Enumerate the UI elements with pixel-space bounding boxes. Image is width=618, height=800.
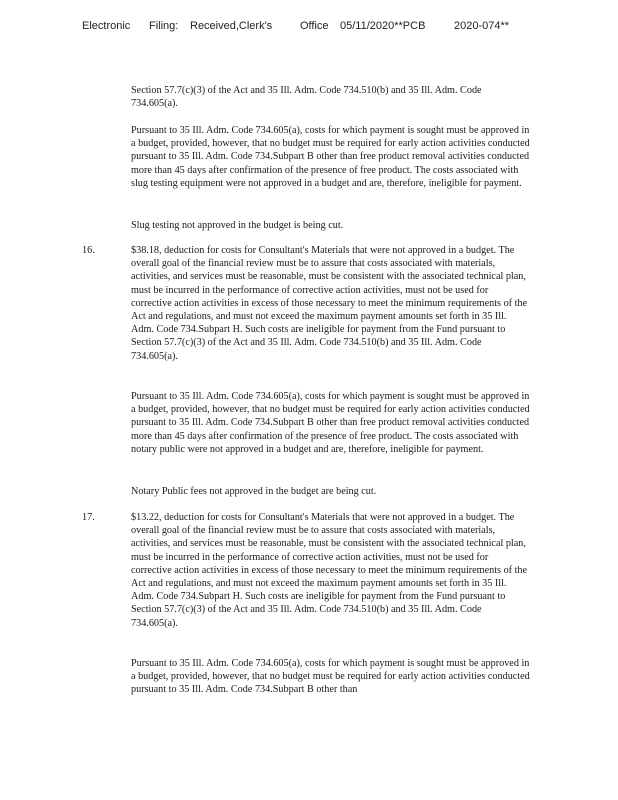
paragraph-citation-continued: Section 57.7(c)(3) of the Act and 35 Ill. Adm. Code 734.510(b) and 35 Ill. Adm. Code 734.605(a).: [131, 85, 482, 110]
header-filing: Filing:: [149, 20, 179, 32]
header-case-number: 2020-074**: [454, 20, 510, 32]
header-electronic: Electronic: [82, 20, 131, 32]
paragraph-item-17: $13.22, deduction for costs for Consultant's Materials that were not approved in a budget. The overall goal of the financial review must be to assure that costs associated with materials, activities, and services must be reasonable, must be consistent with the associated technical plan, must be incurred in the performance of corrective action activities, must not be used for corrective action activities in excess of those necessary to meet the minimum requirements of the Act and regulations, and must not exceed the maximum payment amounts set forth in 35 Ill. Adm. Code 734.Subpart H. Such costs are ineligible for payment from the Fund pursuant to Section 57.7(c)(3) of the Act and 35 Ill. Adm. Code 734.510(b) and 35 Ill. Adm. Code 734.605(a).: [131, 512, 528, 629]
header-date: 05/11/2020**PCB: [340, 20, 426, 32]
paragraph-item-16: $38.18, deduction for costs for Consultant's Materials that were not approved in a budget. The overall goal of the financial review must be to assure that costs associated with materials, activities, and services must be reasonable, must be consistent with the associated technical plan, must be incurred in the performance of corrective action activities, must not be used for corrective action activities in excess of those necessary to meet the minimum requirements of the Act and regulations, and must not exceed the maximum payment amounts set forth in 35 Ill. Adm. Code 734.Subpart H. Such costs are ineligible for payment from the Fund pursuant to Section 57.7(c)(3) of the Act and 35 Ill. Adm. Code 734.510(b) and 35 Ill. Adm. Code 734.605(a).: [131, 245, 528, 362]
filing-header: [0, 20, 618, 36]
paragraph-budget-rule-2: Pursuant to 35 Ill. Adm. Code 734.605(a), costs for which payment is sought must be approved in a budget, provided, however, that no budget must be required for early action activities conducted pursuant to 35 Ill. Adm. Code 734.Subpart B other than free product removal activities conducted more than 45 days after confirmation of the presence of free product. The costs associated with notary public were not approved in a budget and are, therefore, ineligible for payment.: [131, 391, 530, 455]
paragraph-slug-testing-cut: Slug testing not approved in the budget is being cut.: [131, 220, 344, 231]
item-number-16: 16.: [82, 245, 95, 256]
header-received: Received,Clerk's: [190, 20, 273, 32]
header-office: Office: [300, 20, 329, 32]
paragraph-budget-rule-1: Pursuant to 35 Ill. Adm. Code 734.605(a), costs for which payment is sought must be approved in a budget, provided, however, that no budget must be required for early action activities conducted pursuant to 35 Ill. Adm. Code 734.Subpart B other than free product removal activities conducted more than 45 days after confirmation of the presence of free product. The costs associated with slug testing equipment were not approved in a budget and are, therefore, ineligible for payment.: [131, 125, 530, 189]
item-number-17: 17.: [82, 512, 95, 523]
paragraph-notary-cut: Notary Public fees not approved in the budget are being cut.: [131, 486, 377, 497]
paragraph-budget-rule-3: Pursuant to 35 Ill. Adm. Code 734.605(a), costs for which payment is sought must be approved in a budget, provided, however, that no budget must be required for early action activities conducted pursuant to 35 Ill. Adm. Code 734.Subpart B other than: [131, 658, 530, 696]
